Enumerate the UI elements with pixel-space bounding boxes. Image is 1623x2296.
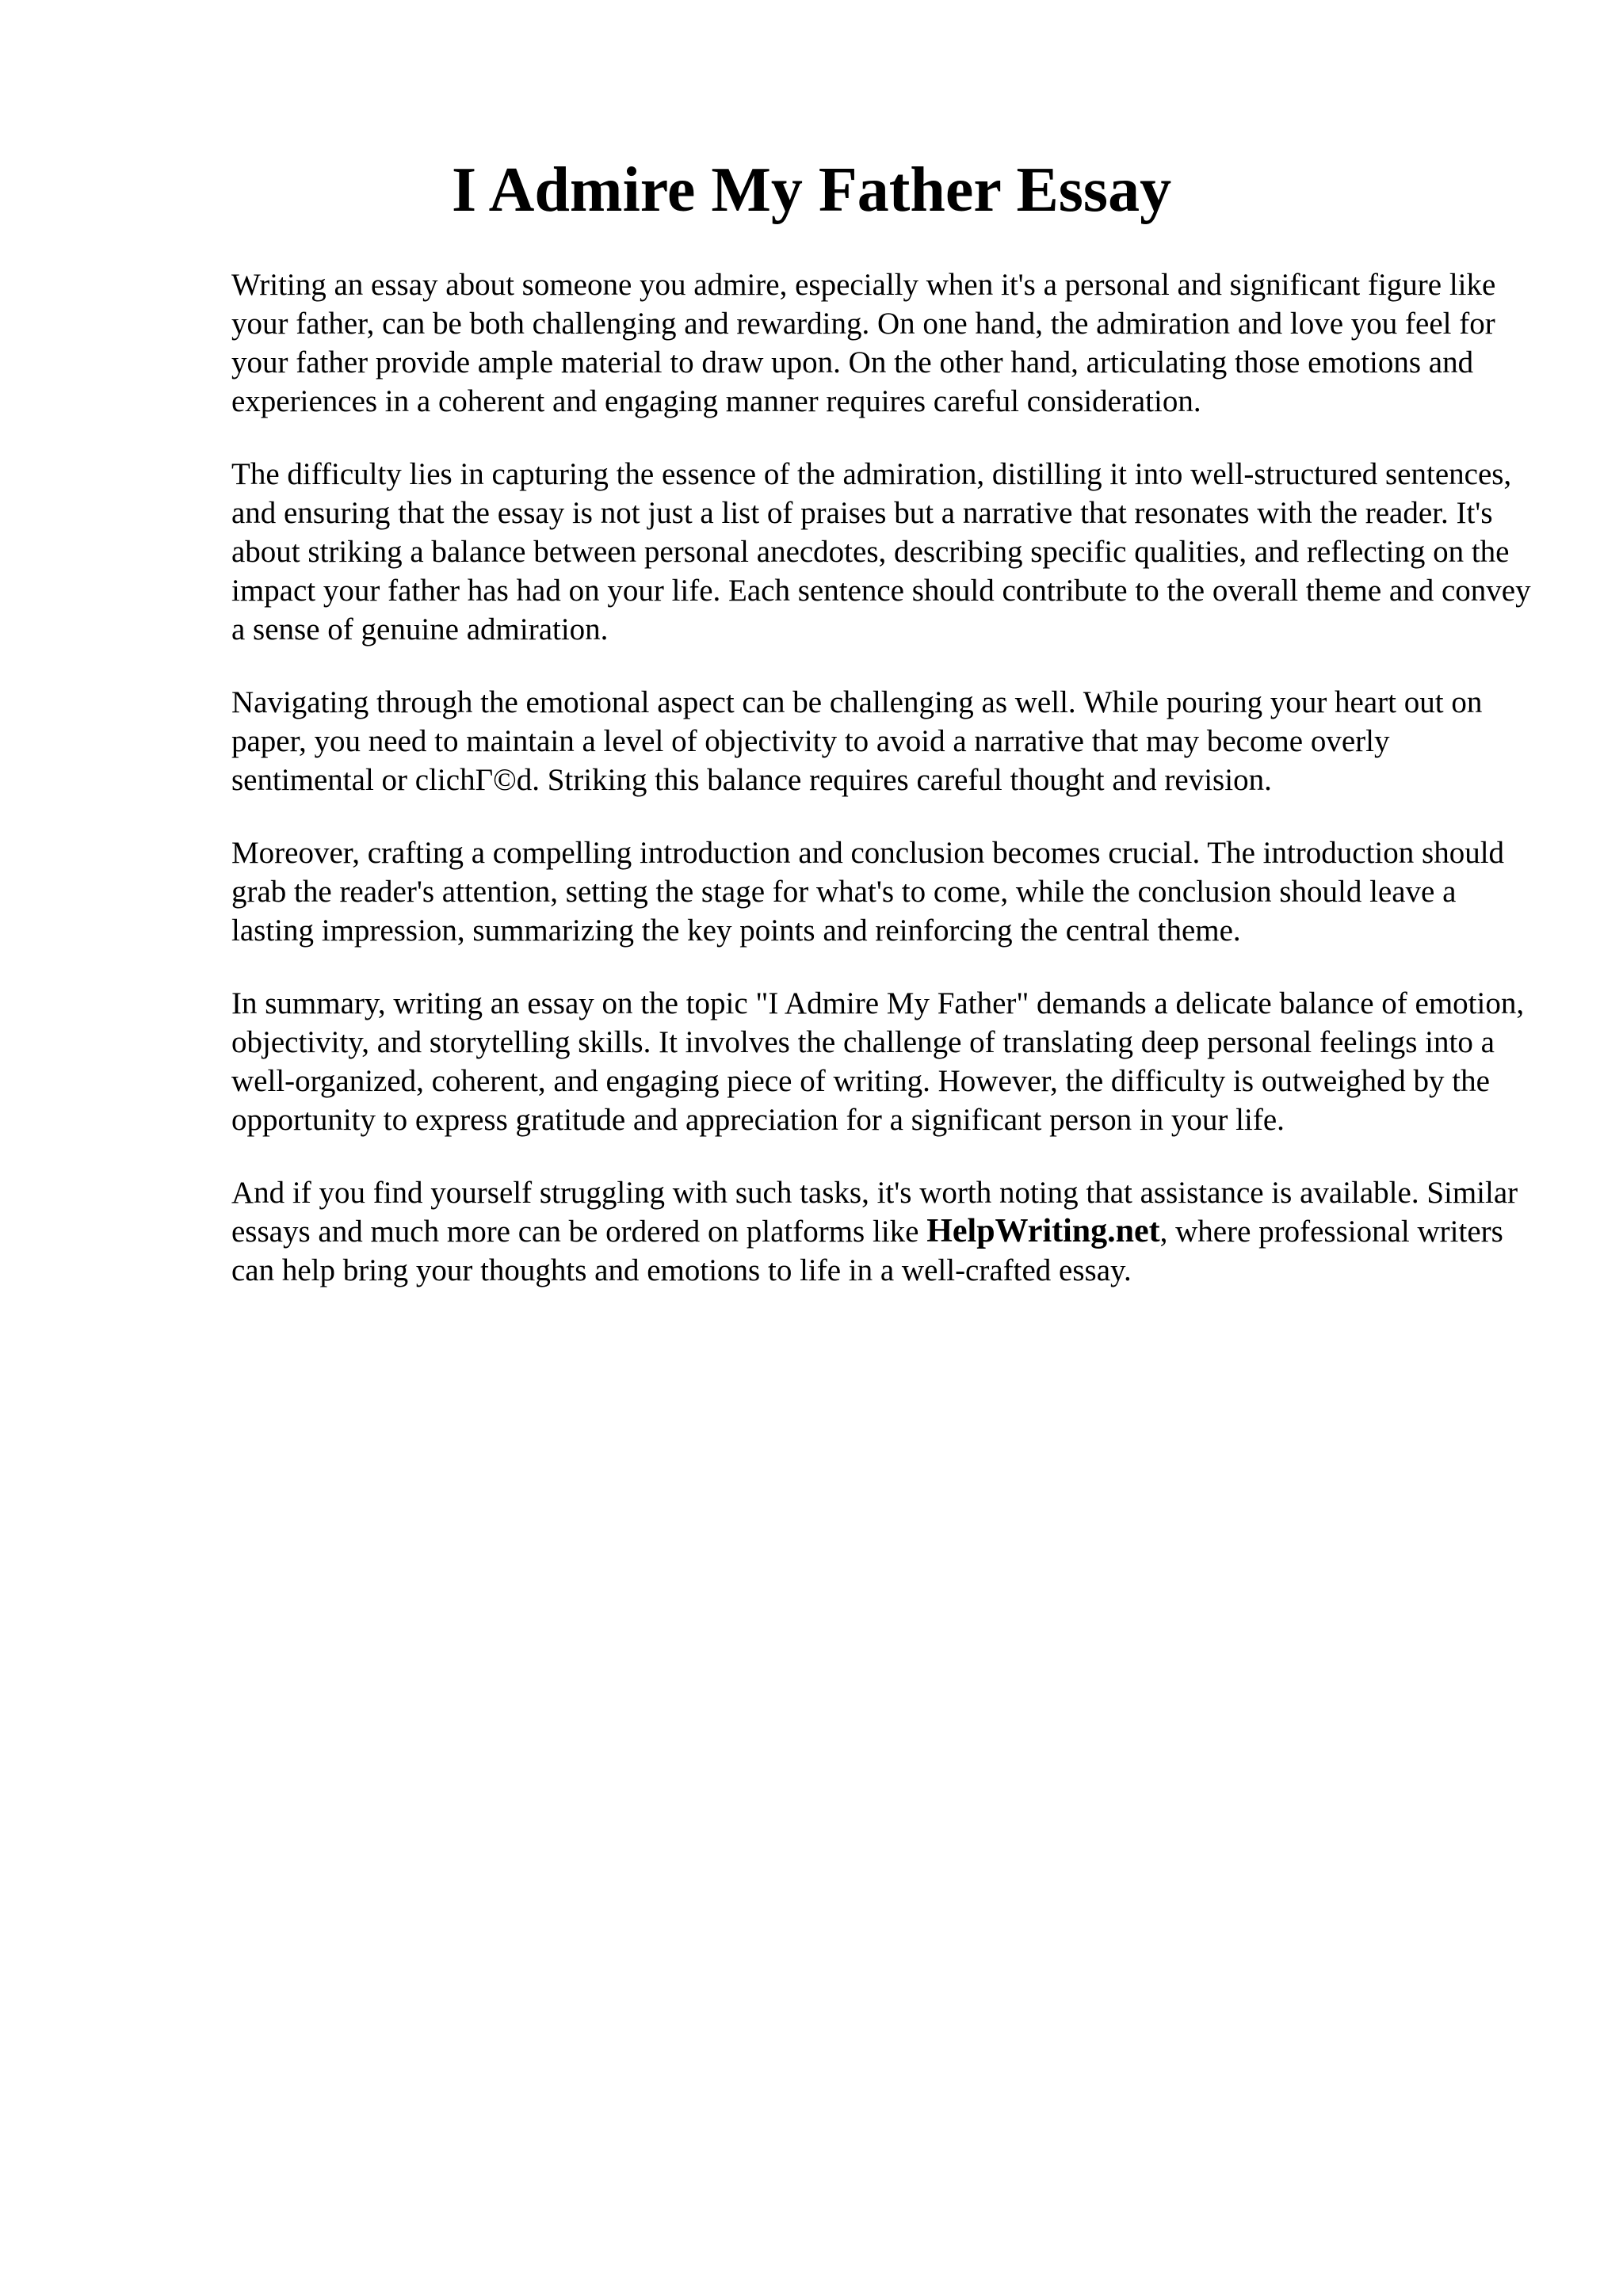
paragraph-difficulty: The difficulty lies in capturing the essence of the admiration, distilling it into well-structured sentences, and ensuring that the essay is not just a list of praises but a narrative that resonates with the reader. It's about striking a balance between personal anecdotes, describing specific qualities, and reflecting on the impact your father has had on your life. Each sentence should contribute to the overall theme and convey a sense of genuine admiration. [231,457,1531,646]
brand-name: HelpWriting.net [926,1213,1160,1249]
essay-body [231,265,1531,1324]
closing-text-before: And if you find yourself struggling with such tasks, it's worth noting that assistance is available. Similar essays and much more can be ordered on platforms like [231,1176,1518,1249]
document-title: I Admire My Father Essay [451,155,1172,225]
paragraph-intro: Writing an essay about someone you admire, especially when it's a personal and significant figure like your father, can be both challenging and rewarding. On one hand, the admiration and love you feel for your father provide ample material to draw upon. On the other hand, articulating those emotions and experiences in a coherent and engaging manner requires careful consideration. [231,268,1496,418]
paragraph-closing [231,1173,1531,1290]
closing-text-after: , where professional writers can help bring your thoughts and emotions to life in a well-crafted essay. [231,1215,1503,1287]
paragraph-summary: In summary, writing an essay on the topic "I Admire My Father" demands a delicate balance of emotion, objectivity, and storytelling skills. It involves the challenge of translating deep personal feelings into a well-organized, coherent, and engaging piece of writing. However, the difficulty is outweighed by the opportunity to express gratitude and appreciation for a significant person in your life. [231,986,1525,1137]
paragraph-emotional-aspect: Navigating through the emotional aspect can be challenging as well. While pouring your heart out on paper, you need to maintain a level of objectivity to avoid a narrative that may become overly sentimental or clichГ©d. Striking this balance requires careful thought and revision. [231,685,1483,797]
paragraph-intro-conclusion: Moreover, crafting a compelling introduction and conclusion becomes crucial. The introduction should grab the reader's attention, setting the stage for what's to come, while the conclusion should leave a lasting impression, summarizing the key points and reinforcing the central theme. [231,836,1505,948]
